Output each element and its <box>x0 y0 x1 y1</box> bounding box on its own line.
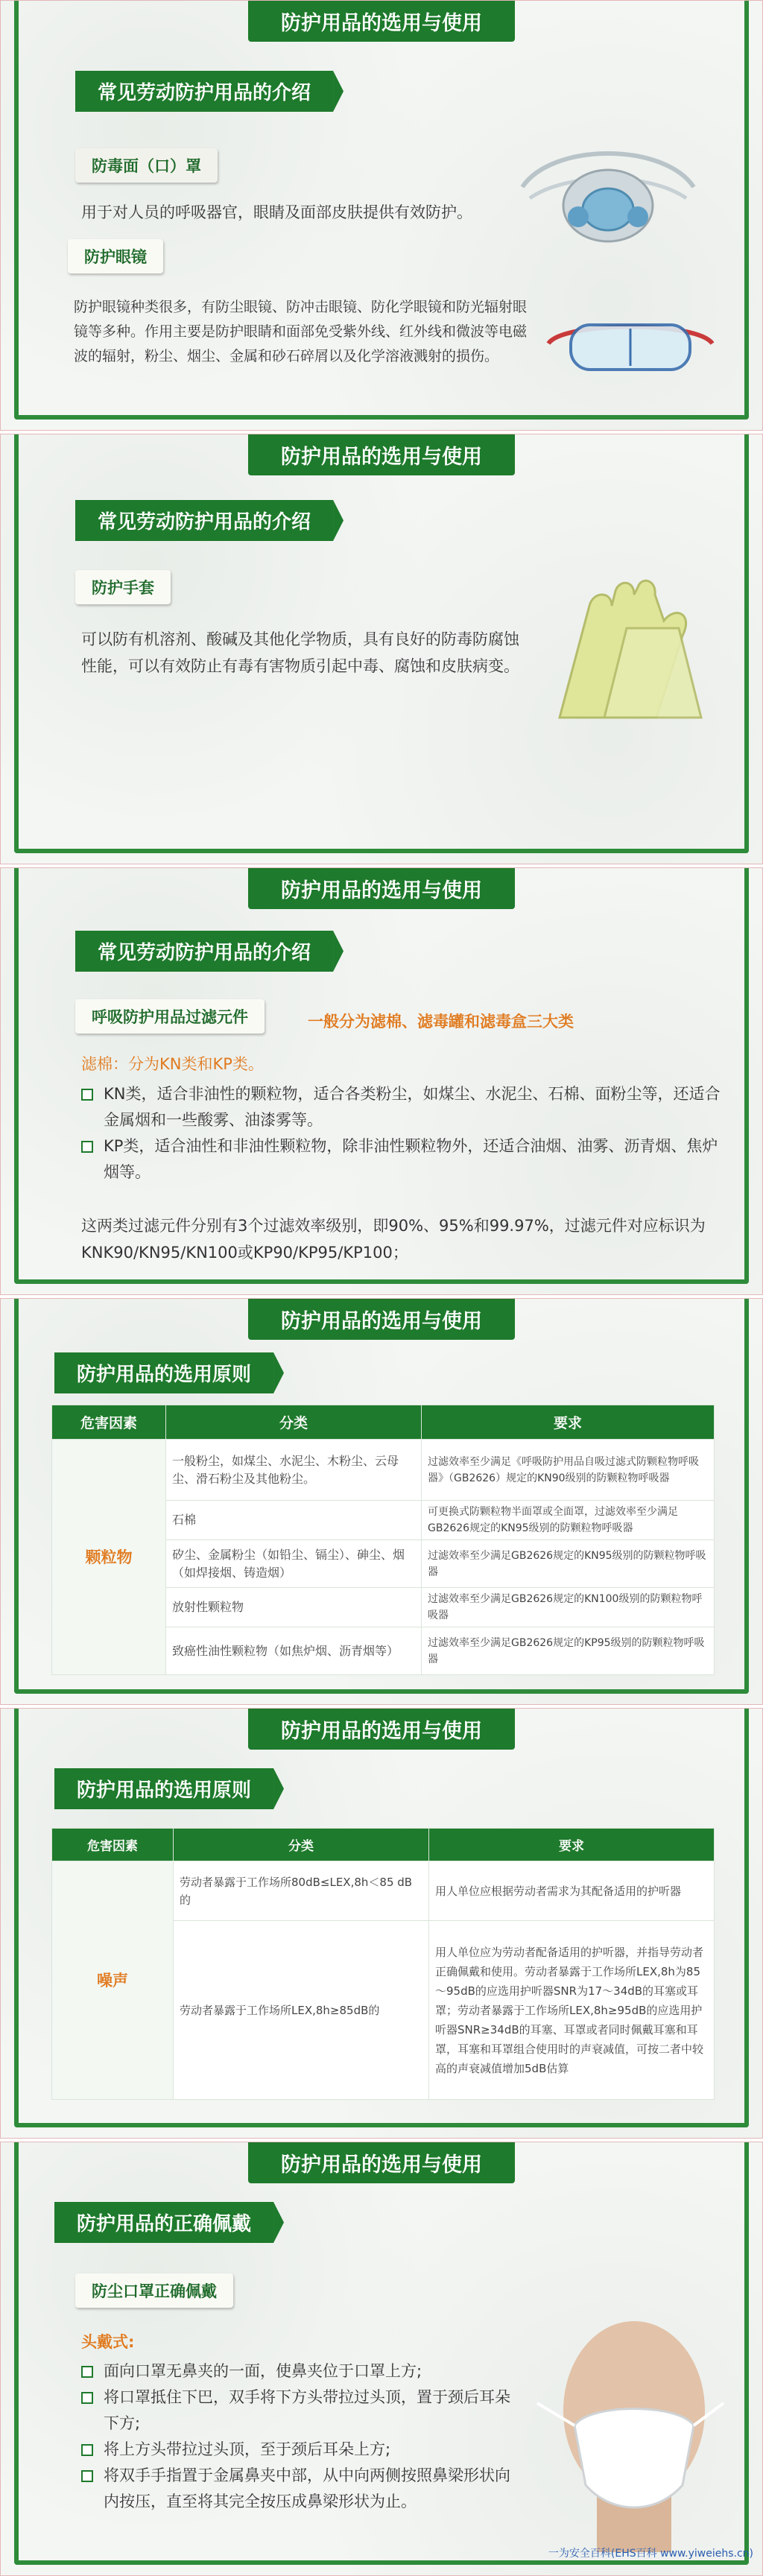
hazard-cell: 噪声 <box>52 1861 174 2100</box>
gasmask-image <box>507 135 709 254</box>
checkbox-icon <box>81 1141 93 1153</box>
checkbox-icon <box>81 2444 93 2456</box>
header-hazard: 危害因素 <box>52 1829 174 1861</box>
mask-wearer-image <box>522 2314 731 2552</box>
footer-link[interactable]: 一为安全百科(EHS百科 www.yiweiehs.cn) <box>548 2548 753 2560</box>
requirement-cell: 用人单位应为劳动者配备适用的护听器，并指导劳动者正确佩戴和使用。劳动者暴露于工作场所LEX,8h为85～95dB的应选用护听器SNR为17～34dB的耳塞或耳罩；劳动者暴露于工作场所LEX,8h≥95dB的应选用护听器SNR≥34dB的耳塞、耳罩或者同时佩戴耳塞和耳罩，耳塞和耳罩组合使用时的声衰减值，可按二者中较高的声衰减值增加5dB估算 <box>429 1921 715 2100</box>
hazard-cell: 颗粒物 <box>52 1440 166 1675</box>
table-header-row <box>52 1405 715 1440</box>
checkbox-icon <box>81 2392 93 2404</box>
section-title: 防护用品的正确佩戴 <box>54 2202 273 2243</box>
slide-title: 防护用品的选用与使用 <box>248 2142 515 2183</box>
slide-title: 防护用品的选用与使用 <box>248 1709 515 1750</box>
slide-principle-noise <box>0 1708 763 2139</box>
header-hazard: 危害因素 <box>52 1405 166 1440</box>
slide-principle-particles <box>0 1298 763 1705</box>
slide-filters <box>0 867 763 1295</box>
filter-summary: 这两类过滤元件分别有3个过滤效率级别，即90%、95%和99.97%，过滤元件对应标识为KNK90/KN95/KN100或KP90/KP95/KP100； <box>81 1217 706 1262</box>
table-header-row <box>52 1829 715 1861</box>
particle-table <box>51 1405 715 1675</box>
goggles-label: 防护眼镜 <box>68 239 163 273</box>
noise-table <box>51 1828 715 2100</box>
checkbox-icon <box>81 2470 93 2482</box>
category-cell: 放射性颗粒物 <box>166 1588 422 1627</box>
filter-bullet-list <box>81 1081 722 1186</box>
filter-label: 呼吸防护用品过滤元件 <box>75 999 265 1034</box>
category-cell: 劳动者暴露于工作场所80dB≤LEX,8h＜85 dB的 <box>174 1861 429 1921</box>
gloves-text: 可以防有机溶剂、酸碱及其他化学物质，具有良好的防毒防腐蚀性能，可以有效防止有毒有害物质引起中毒、腐蚀和皮肤病变。 <box>81 630 519 675</box>
slide-wearing <box>0 2142 763 2576</box>
filter-highlight: 一般分为滤棉、滤毒罐和滤毒盒三大类 <box>308 1013 574 1031</box>
slide-gasmask-goggles <box>0 0 763 431</box>
section-title: 防护用品的选用原则 <box>54 1768 273 1809</box>
requirement-cell: 过滤效率至少满足《呼吸防护用品自吸过滤式防颗粒物呼吸器》（GB2626）规定的KN90级别的防颗粒物呼吸器 <box>422 1440 715 1501</box>
category-cell: 矽尘、金属粉尘（如铅尘、镉尘）、砷尘、烟（如焊接烟、铸造烟） <box>166 1540 422 1588</box>
gasmask-label: 防毒面（口）罩 <box>75 148 218 183</box>
slide-title: 防护用品的选用与使用 <box>248 1 515 42</box>
mask-label: 防尘口罩正确佩戴 <box>75 2273 233 2308</box>
list-item: 面向口罩无鼻夹的一面，使鼻夹位于口罩上方; <box>81 2358 513 2384</box>
section-title: 常见劳动防护用品的介绍 <box>75 500 333 541</box>
table-row <box>52 1440 715 1501</box>
list-item: 将口罩抵住下巴，双手将下方头带拉过头顶，置于颈后耳朵下方; <box>81 2384 513 2437</box>
section-title: 防护用品的选用原则 <box>54 1352 273 1393</box>
gasmask-text: 用于对人员的呼吸器官，眼睛及面部皮肤提供有效防护。 <box>81 203 472 221</box>
requirement-cell: 用人单位应根据劳动者需求为其配备适用的护听器 <box>429 1861 715 1921</box>
gloves-label: 防护手套 <box>75 570 171 604</box>
head-label: 头戴式: <box>81 2333 135 2351</box>
category-cell: 致癌性油性颗粒物（如焦炉烟、沥青烟等） <box>166 1627 422 1675</box>
list-item: 将双手手指置于金属鼻夹中部，从中向两侧按照鼻梁形状向内按压，直至将其完全按压成鼻梁形状为止。 <box>81 2463 513 2515</box>
category-cell: 一般粉尘，如煤尘、水泥尘、木粉尘、云母尘、滑石粉尘及其他粉尘。 <box>166 1440 422 1501</box>
requirement-cell: 过滤效率至少满足GB2626规定的KN95级别的防颗粒物呼吸器 <box>422 1540 715 1588</box>
requirement-cell: 过滤效率至少满足GB2626规定的KN100级别的防颗粒物呼吸器 <box>422 1588 715 1627</box>
checkbox-icon <box>81 2366 93 2378</box>
goggles-text: 防护眼镜种类很多，有防尘眼镜、防冲击眼镜、防化学眼镜和防光辐射眼镜等多种。作用主要是防护眼睛和面部免受紫外线、红外线和微波等电磁波的辐射，粉尘、烟尘、金属和砂石碎屑以及化学溶液溅射的损伤。 <box>74 299 528 364</box>
header-category: 分类 <box>166 1405 422 1440</box>
section-title: 常见劳动防护用品的介绍 <box>75 931 333 972</box>
goggles-image <box>541 299 720 388</box>
table-row <box>52 1861 715 1921</box>
slide-title: 防护用品的选用与使用 <box>248 868 515 909</box>
header-category: 分类 <box>174 1829 429 1861</box>
gloves-image <box>545 576 716 725</box>
slide-gloves <box>0 434 763 864</box>
slide-title: 防护用品的选用与使用 <box>248 1299 515 1340</box>
category-cell: 劳动者暴露于工作场所LEX,8h≥85dB的 <box>174 1921 429 2100</box>
checkbox-icon <box>81 1089 93 1101</box>
section-title: 常见劳动防护用品的介绍 <box>75 71 333 112</box>
category-cell: 石棉 <box>166 1501 422 1540</box>
wearing-bullet-list <box>81 2358 513 2515</box>
list-item: 将上方头带拉过头顶，至于颈后耳朵上方; <box>81 2437 513 2463</box>
list-item: KN类，适合非油性的颗粒物，适合各类粉尘，如煤尘、水泥尘、石棉、面粉尘等，还适合金属烟和一些酸雾、油漆雾等。 <box>81 1081 722 1133</box>
cotton-line: 滤棉：分为KN类和KP类。 <box>81 1055 264 1073</box>
requirement-cell: 可更换式防颗粒物半面罩或全面罩，过滤效率至少满足GB2626规定的KN95级别的防颗粒物呼吸器 <box>422 1501 715 1540</box>
slide-title: 防护用品的选用与使用 <box>248 434 515 475</box>
requirement-cell: 过滤效率至少满足GB2626规定的KP95级别的防颗粒物呼吸器 <box>422 1627 715 1675</box>
header-requirement: 要求 <box>429 1829 715 1861</box>
list-item: KP类，适合油性和非油性颗粒物，除非油性颗粒物外，还适合油烟、油雾、沥青烟、焦炉烟等。 <box>81 1133 722 1186</box>
header-requirement: 要求 <box>422 1405 715 1440</box>
